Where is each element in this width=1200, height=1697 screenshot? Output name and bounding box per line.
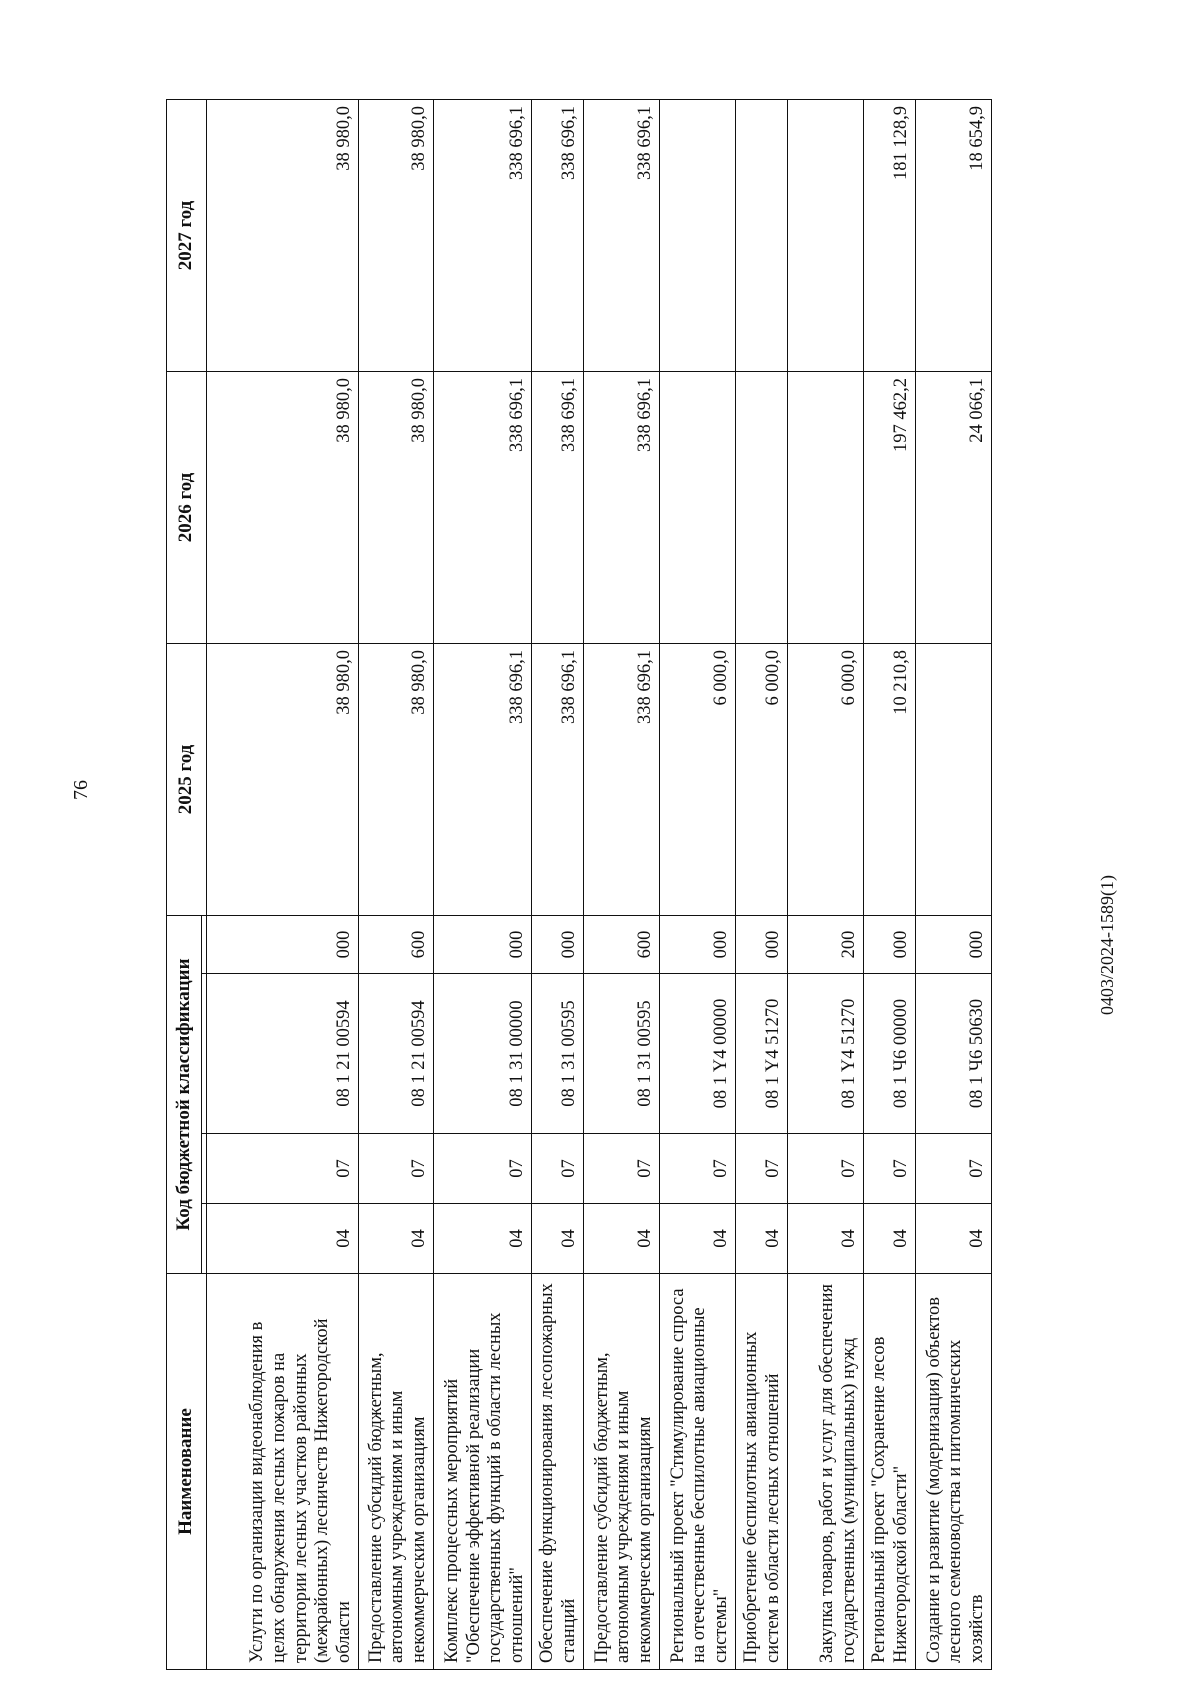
value-2027: 18 654,9 — [916, 99, 992, 371]
value-2026: 38 980,0 — [359, 371, 434, 643]
code-section: 04 — [788, 1204, 864, 1274]
code-target: 08 1 Ч6 00000 — [864, 974, 916, 1134]
header-2025: 2025 год — [167, 643, 207, 915]
code-section: 04 — [207, 1204, 359, 1274]
code-expense-type: 000 — [864, 915, 916, 973]
code-subsection: 07 — [660, 1134, 736, 1204]
header-2026: 2026 год — [167, 371, 207, 643]
table-row — [864, 99, 916, 1669]
code-section: 04 — [916, 1204, 992, 1274]
code-expense-type: 000 — [916, 915, 992, 973]
table-row — [532, 99, 584, 1669]
row-name: Обеспечение функционирования лесопожарных станций — [532, 1274, 584, 1670]
code-expense-type: 600 — [359, 915, 434, 973]
value-2027: 38 980,0 — [207, 99, 359, 371]
code-subsection: 07 — [584, 1134, 660, 1204]
code-section: 04 — [660, 1204, 736, 1274]
code-subsection: 07 — [736, 1134, 788, 1204]
value-2027 — [788, 99, 864, 371]
value-2025 — [916, 643, 992, 915]
value-2027: 338 696,1 — [434, 99, 532, 371]
value-2025: 38 980,0 — [207, 643, 359, 915]
row-name: Приобретение беспилотных авиационных систем в области лесных отношений — [736, 1274, 788, 1670]
row-name: Комплекс процессных мероприятий "Обеспечение эффективной реализации государственных функций в области лесных отношений" — [434, 1274, 532, 1670]
row-name: Услуги по организации видеонаблюдения в целях обнаружения лесных пожаров на территории лесных участков районных (межрайонных) лесничеств Нижегородской области — [207, 1274, 359, 1670]
code-subsection: 07 — [207, 1134, 359, 1204]
code-expense-type: 000 — [736, 915, 788, 973]
table-row — [207, 99, 359, 1669]
value-2026: 338 696,1 — [434, 371, 532, 643]
value-2025: 338 696,1 — [584, 643, 660, 915]
row-name: Предоставление субсидий бюджетным, автономным учреждениям и иным некоммерческим организациям — [584, 1274, 660, 1670]
code-subsection: 07 — [864, 1134, 916, 1204]
value-2026: 197 462,2 — [864, 371, 916, 643]
code-target: 08 1 21 00594 — [207, 974, 359, 1134]
code-subsection: 07 — [532, 1134, 584, 1204]
row-name: Региональный проект "Сохранение лесов Нижегородской области" — [864, 1274, 916, 1670]
value-2026 — [788, 371, 864, 643]
code-section: 04 — [359, 1204, 434, 1274]
header-code: Код бюджетной классификации — [167, 915, 202, 1273]
value-2026: 24 066,1 — [916, 371, 992, 643]
budget-table-container — [166, 100, 1016, 1670]
table-row — [660, 99, 736, 1669]
code-section: 04 — [434, 1204, 532, 1274]
header-2027: 2027 год — [167, 99, 207, 371]
code-target: 08 1 21 00594 — [359, 974, 434, 1134]
table-row — [736, 99, 788, 1669]
value-2027 — [736, 99, 788, 371]
code-section: 04 — [532, 1204, 584, 1274]
code-target: 08 1 Y4 51270 — [736, 974, 788, 1134]
table-header-row — [167, 99, 202, 1669]
value-2025: 38 980,0 — [359, 643, 434, 915]
page-number: 76 — [70, 780, 92, 800]
code-target: 08 1 Y4 00000 — [660, 974, 736, 1134]
value-2025: 338 696,1 — [434, 643, 532, 915]
code-subsection: 07 — [434, 1134, 532, 1204]
row-name: Предоставление субсидий бюджетным, автономным учреждениям и иным некоммерческим организациям — [359, 1274, 434, 1670]
value-2027 — [660, 99, 736, 371]
value-2026: 338 696,1 — [532, 371, 584, 643]
value-2025: 6 000,0 — [660, 643, 736, 915]
value-2027: 338 696,1 — [532, 99, 584, 371]
code-section: 04 — [584, 1204, 660, 1274]
value-2027: 338 696,1 — [584, 99, 660, 371]
table-row — [916, 99, 992, 1669]
value-2026 — [736, 371, 788, 643]
code-expense-type: 000 — [434, 915, 532, 973]
table-row — [584, 99, 660, 1669]
value-2025: 10 210,8 — [864, 643, 916, 915]
row-name: Региональный проект "Стимулирование спроса на отечественные беспилотные авиационные системы" — [660, 1274, 736, 1670]
code-subsection: 07 — [916, 1134, 992, 1204]
code-target: 08 1 31 00000 — [434, 974, 532, 1134]
value-2027: 181 128,9 — [864, 99, 916, 371]
code-section: 04 — [864, 1204, 916, 1274]
value-2027: 38 980,0 — [359, 99, 434, 371]
budget-table — [166, 99, 992, 1670]
document-code: 0403/2024-1589(1) — [1097, 875, 1117, 1015]
table-row — [788, 99, 864, 1669]
value-2025: 6 000,0 — [736, 643, 788, 915]
code-expense-type: 000 — [532, 915, 584, 973]
row-name: Закупка товаров, работ и услуг для обеспечения государственных (муниципальных) нужд — [788, 1274, 864, 1670]
value-2026: 38 980,0 — [207, 371, 359, 643]
value-2025: 6 000,0 — [788, 643, 864, 915]
table-row — [359, 99, 434, 1669]
code-target: 08 1 31 00595 — [532, 974, 584, 1134]
code-expense-type: 000 — [660, 915, 736, 973]
code-section: 04 — [736, 1204, 788, 1274]
header-name: Наименование — [167, 1274, 207, 1670]
code-target: 08 1 Y4 51270 — [788, 974, 864, 1134]
code-subsection: 07 — [788, 1134, 864, 1204]
value-2026: 338 696,1 — [584, 371, 660, 643]
row-name: Создание и развитие (модернизация) объектов лесного семеноводства и питомнических хозяйств — [916, 1274, 992, 1670]
table-row — [434, 99, 532, 1669]
code-subsection: 07 — [359, 1134, 434, 1204]
code-target: 08 1 Ч6 50630 — [916, 974, 992, 1134]
value-2025: 338 696,1 — [532, 643, 584, 915]
code-target: 08 1 31 00595 — [584, 974, 660, 1134]
code-expense-type: 200 — [788, 915, 864, 973]
value-2026 — [660, 371, 736, 643]
code-expense-type: 000 — [207, 915, 359, 973]
table-body — [207, 99, 992, 1669]
code-expense-type: 600 — [584, 915, 660, 973]
